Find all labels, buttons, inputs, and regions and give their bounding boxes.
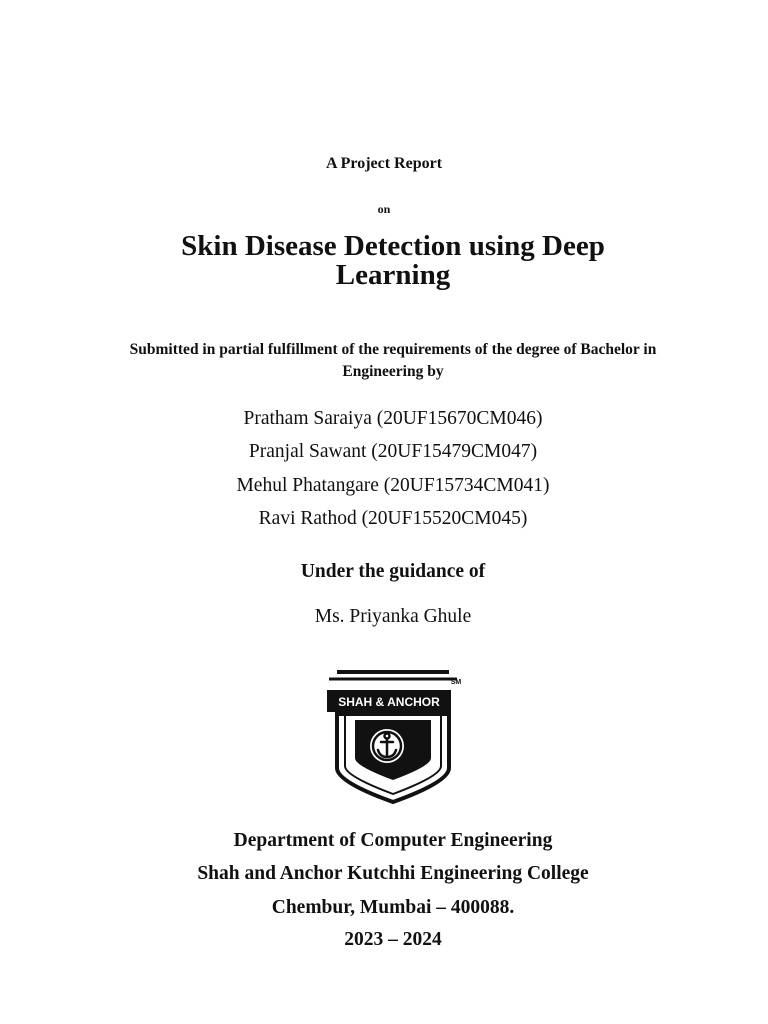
logo-text: SHAH & ANCHOR [338,695,440,709]
report-label: A Project Report [325,155,443,172]
student-name: Pratham Saraiya (20UF15670CM046) [243,408,543,429]
submission-statement: Submitted in partial fulfillment of the requirements of the degree of Bachelor in Engineering by [129,341,657,380]
logo-mark: SM [450,679,461,686]
on-label: on [377,202,391,216]
student-name: Ravi Rathod (20UF15520CM045) [258,508,528,529]
project-title: Skin Disease Detection using Deep Learning [181,230,605,291]
student-name: Pranjal Sawant (20UF15479CM047) [248,441,538,462]
guidance-label: Under the guidance of [300,561,486,582]
student-name: Mehul Phatangare (20UF15734CM041) [236,475,550,496]
guide-name: Ms. Priyanka Ghule [314,606,472,627]
college-logo [325,666,461,806]
college-location: Chembur, Mumbai – 400088. [271,897,515,918]
department-name: Department of Computer Engineering [233,830,553,851]
academic-year: 2023 – 2024 [344,929,442,950]
college-name: Shah and Anchor Kutchhi Engineering College [197,863,589,884]
